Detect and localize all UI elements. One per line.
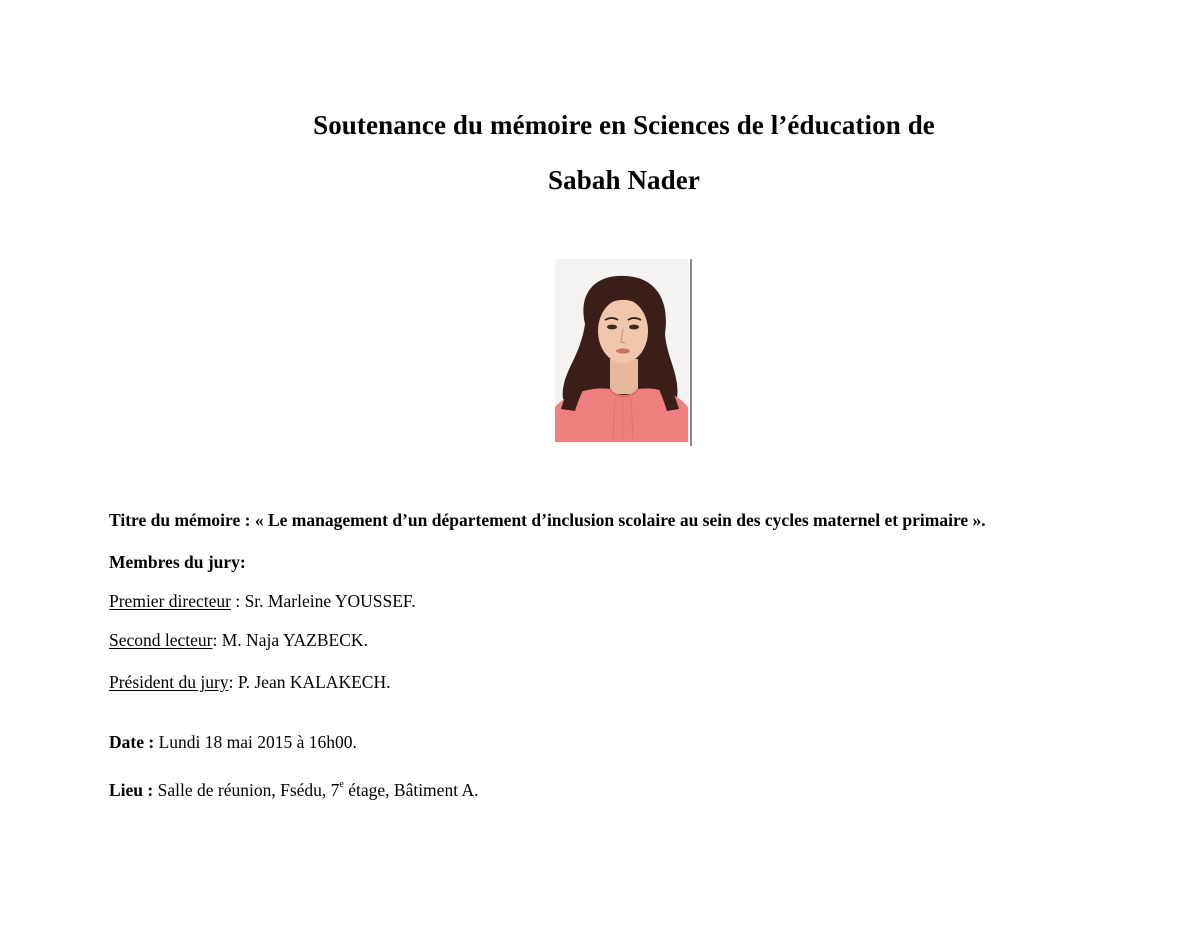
jury-member-name: P. Jean KALAKECH. <box>237 672 391 692</box>
location-value: Salle de réunion, Fsédu, 7 <box>157 780 340 800</box>
jury-member-row <box>109 591 416 612</box>
location-line <box>109 780 478 801</box>
jury-member-row <box>109 630 368 651</box>
jury-separator: : <box>228 672 238 692</box>
location-value-rest: étage, Bâtiment A. <box>343 780 479 800</box>
thesis-title-line <box>109 510 986 531</box>
jury-member-name: Sr. Marleine YOUSSEF. <box>244 591 416 611</box>
jury-member-name: M. Naja YAZBECK. <box>221 630 368 650</box>
jury-separator: : <box>230 591 245 611</box>
photo-border <box>690 259 692 446</box>
candidate-photo <box>555 259 688 442</box>
page-title-line-1: Soutenance du mémoire en Sciences de l’éducation de <box>313 110 935 140</box>
candidate-name: Sabah Nader <box>548 165 700 195</box>
thesis-title-label: Titre du mémoire : <box>109 510 255 530</box>
jury-member-row <box>109 672 390 693</box>
jury-separator: : <box>212 630 222 650</box>
jury-heading: Membres du jury: <box>109 552 246 572</box>
location-label: Lieu : <box>109 780 158 800</box>
jury-role: Président du jury <box>109 672 229 692</box>
date-line <box>109 732 357 753</box>
date-value: Lundi 18 mai 2015 à 16h00. <box>158 732 357 752</box>
location-superscript: e <box>339 779 344 791</box>
jury-role: Second lecteur <box>109 630 213 650</box>
jury-role: Premier directeur <box>109 591 231 611</box>
thesis-title: « Le management d’un département d’inclusion scolaire au sein des cycles maternel et primaire ». <box>254 510 986 530</box>
date-label: Date : <box>109 732 159 752</box>
portrait-illustration <box>555 259 688 442</box>
